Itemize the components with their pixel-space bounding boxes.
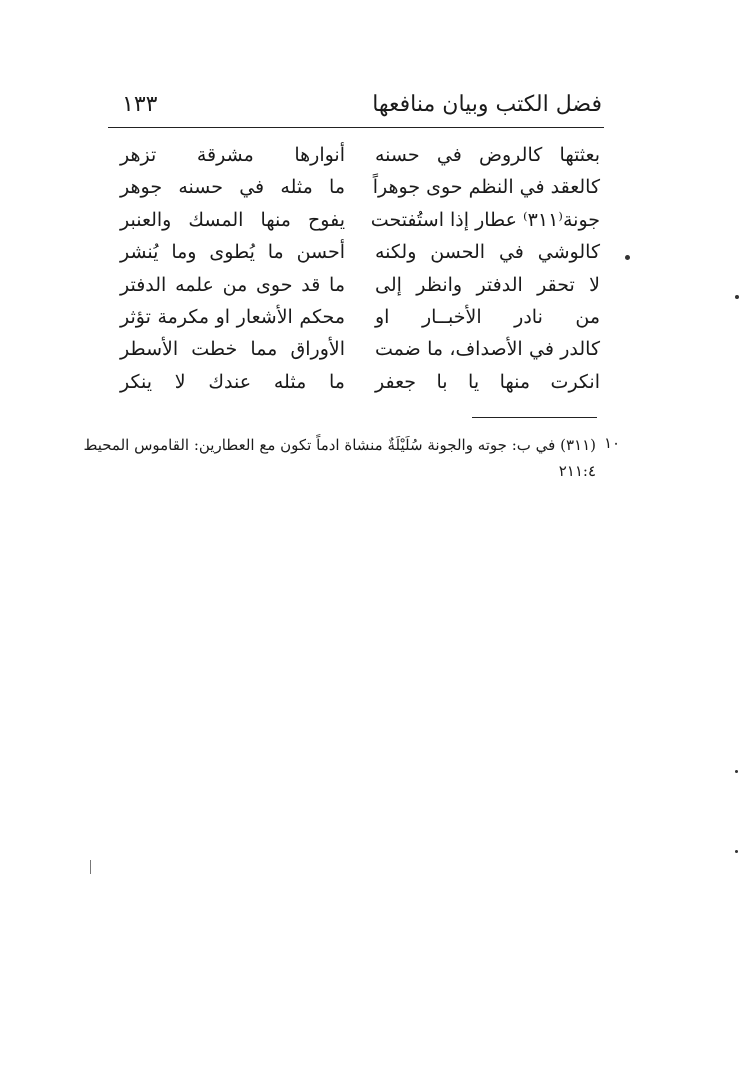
- verse: [120, 334, 600, 366]
- verse: [120, 205, 600, 237]
- verse-first-hemistich: كالدر في الأصداف، ما ضمت: [375, 338, 600, 361]
- verse-second-hemistich: أحسن ما يُطوى وما يُنشر: [120, 241, 345, 264]
- verse: [120, 270, 600, 302]
- running-header: [108, 88, 604, 124]
- verse-second-hemistich: يفوح منها المسك والعنبر: [120, 208, 345, 231]
- scan-speck: [625, 255, 630, 260]
- verse: [120, 367, 600, 399]
- verse-second-hemistich: ما قد حوى من علمه الدفتر: [120, 273, 345, 296]
- verse-first-hemistich: انكرت منها يا با جعفر: [375, 370, 600, 393]
- verse-first-hemistich: من نادر الأخبــار او: [375, 305, 600, 328]
- verse: [120, 172, 600, 204]
- line-number-marker: ١٠: [604, 434, 621, 452]
- verse-second-hemistich: ما مثله عندك لا ينكر: [120, 370, 345, 393]
- scan-speck: [735, 770, 738, 773]
- verse-first-hemistich: كالوشي في الحسن ولكنه: [375, 241, 600, 264]
- verse-second-hemistich: محكم الأشعار او مكرمة تؤثر: [120, 305, 345, 328]
- footnote: [80, 432, 596, 484]
- verse-second-hemistich: أنوارها مشرقة تزهر: [120, 144, 345, 166]
- scan-speck: [735, 295, 739, 299]
- header-rule: [108, 127, 604, 128]
- verse-first-hemistich: جونة⁽٣١١⁾ عطار إذا استُفتحت: [370, 208, 600, 231]
- verse-first-hemistich: لا تحقر الدفتر وانظر إلى: [375, 273, 600, 296]
- poem: [120, 140, 600, 399]
- verse-first-hemistich: كالعقد في النظم حوى جوهراً: [372, 176, 600, 199]
- page-number: ١٣٣: [122, 92, 158, 117]
- footnote-text: (٣١١) في ب: جوته والجونة سُلَيْلَةٌ منشاة ادماً تكون مع العطارين: القاموس المحيط: [83, 436, 596, 454]
- footnote-reference: ٢١١:٤: [558, 462, 596, 480]
- verse: [120, 237, 600, 269]
- verse-second-hemistich: ما مثله في حسنه جوهر: [120, 176, 345, 199]
- verse-second-hemistich: الأوراق مما خطت الأسطر: [120, 338, 345, 361]
- scan-speck: [735, 850, 738, 853]
- footnote-rule: [472, 417, 597, 418]
- verse: [120, 302, 600, 334]
- verse-first-hemistich: بعثتها كالروض في حسنه: [375, 144, 600, 166]
- scan-mark: [90, 860, 91, 874]
- header-title: فضل الكتب وبيان منافعها: [372, 92, 602, 117]
- verse: [120, 140, 600, 172]
